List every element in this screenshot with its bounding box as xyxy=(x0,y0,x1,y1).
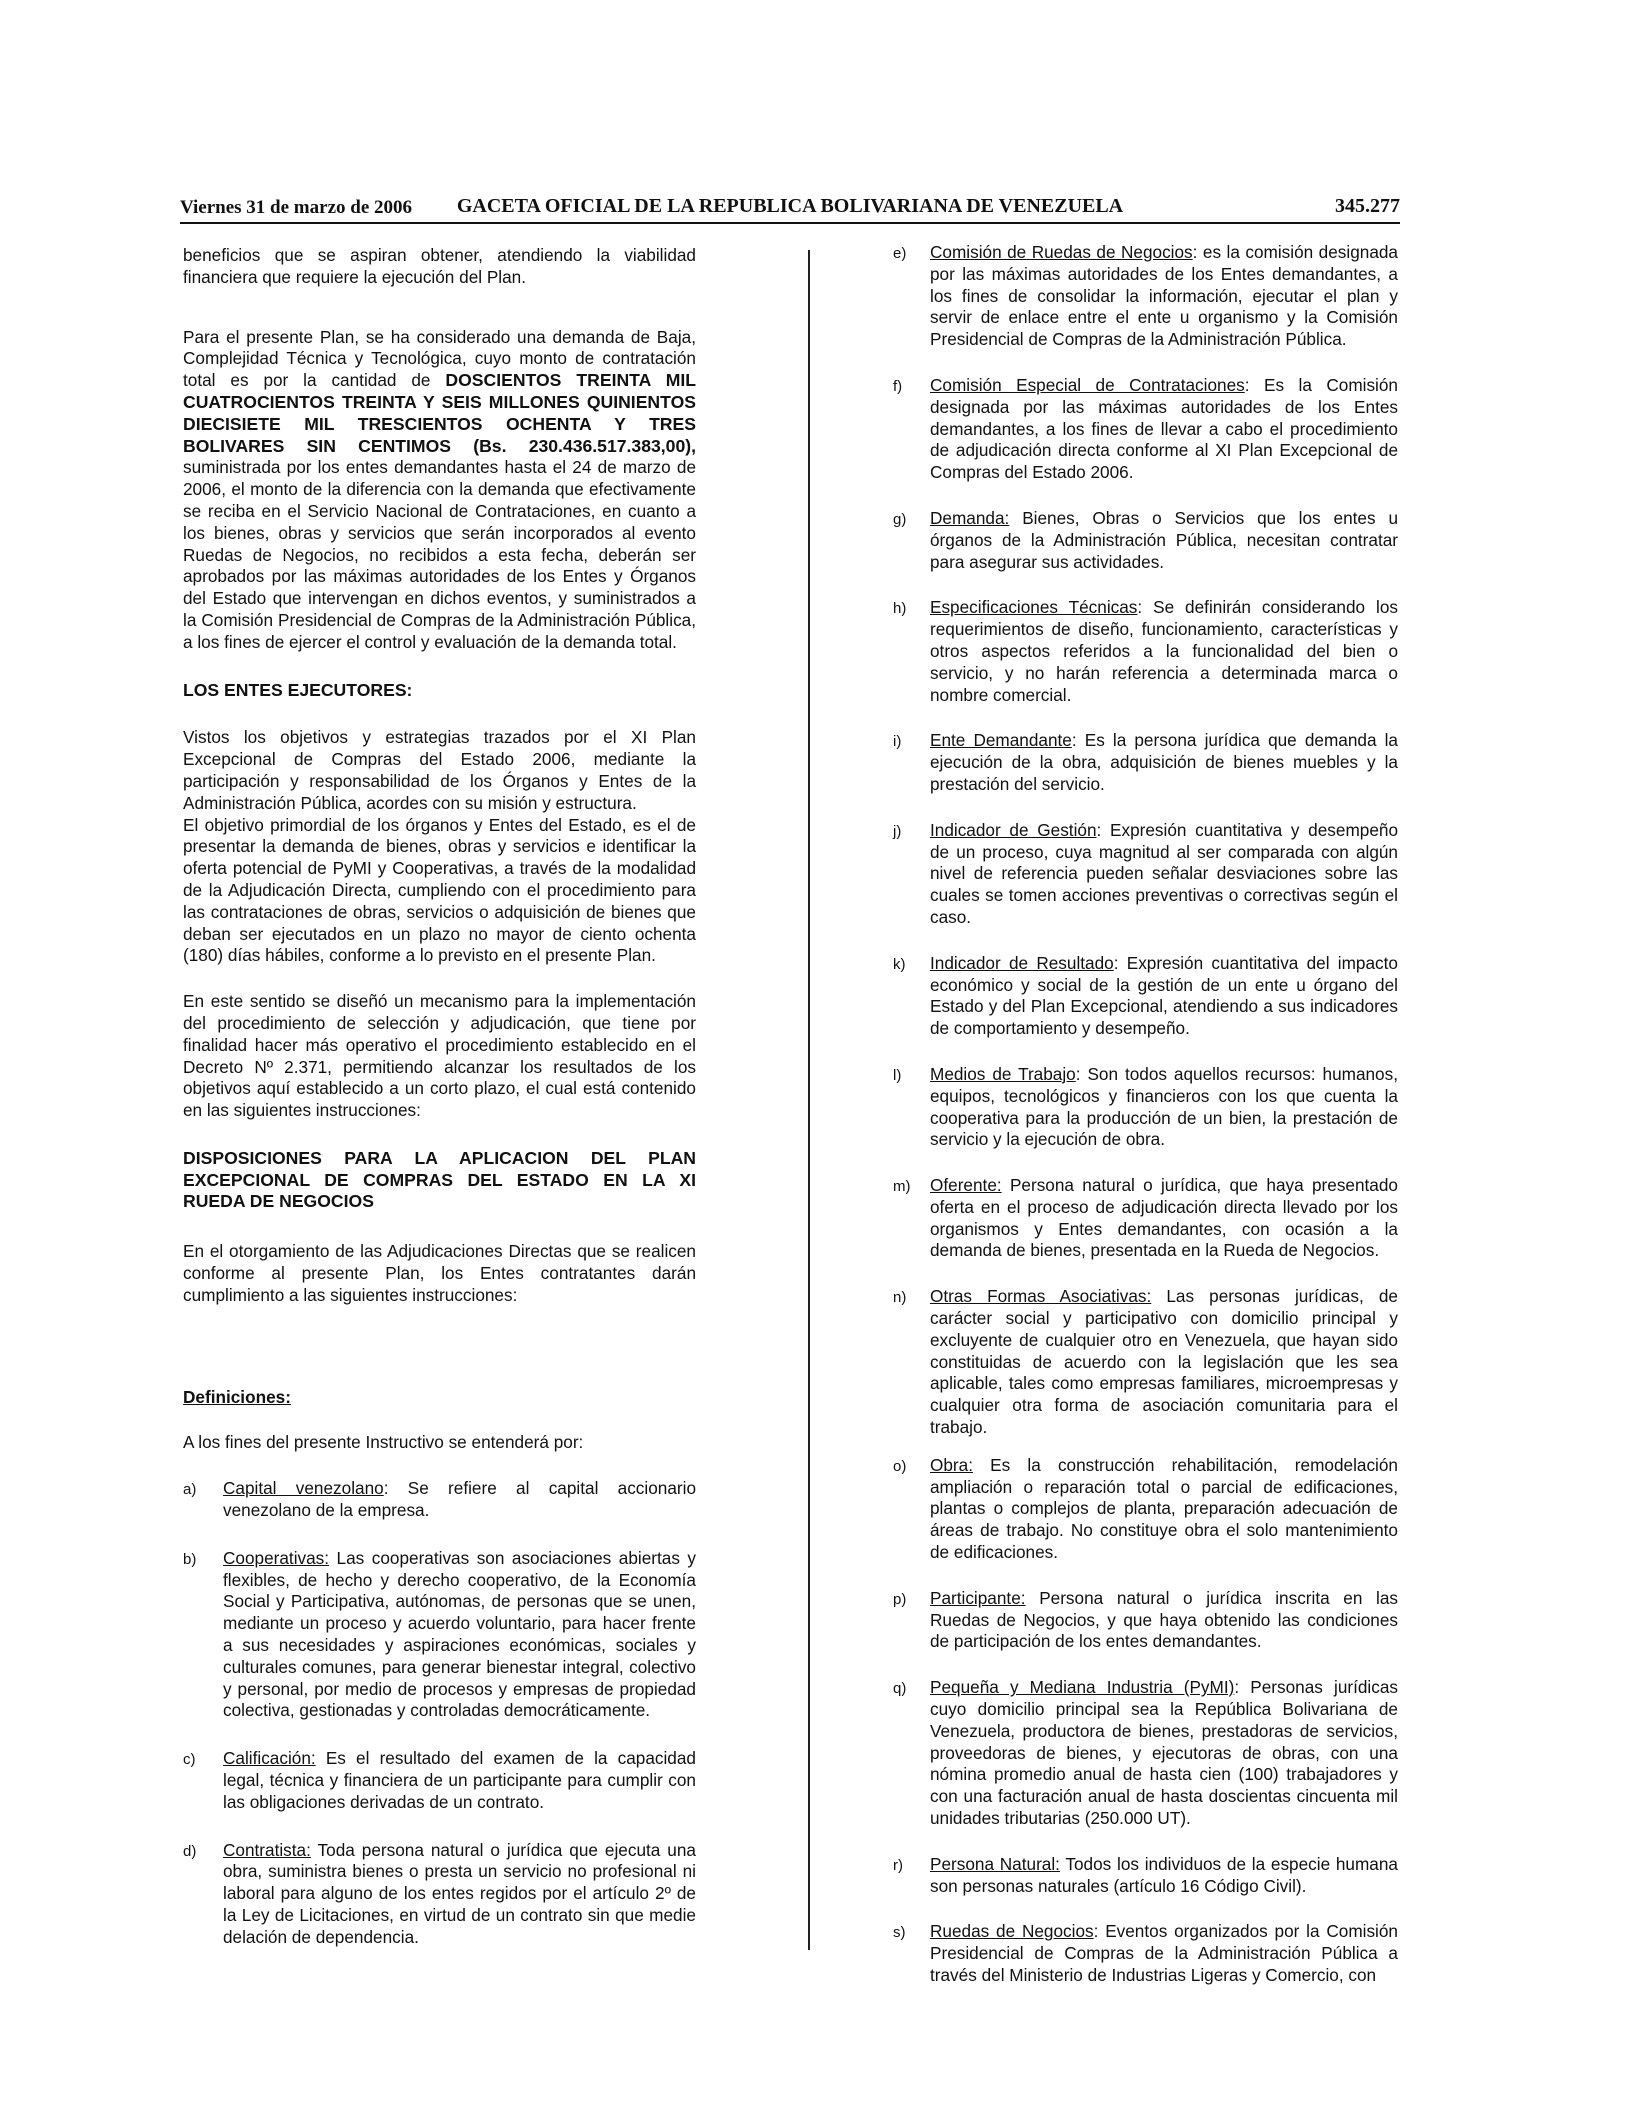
definition-item: o) Obra: Es la construcción rehabilitación, remodelación ampliación o reparación total o parcial de edificaciones, plantas o complejos de planta, preparación adecuación de áreas de trabajo. No constituye obra el solo mantenimiento de edificaciones. xyxy=(893,1454,1398,1563)
definition-term: Especificaciones Técnicas xyxy=(930,597,1138,618)
section-disposiciones: DISPOSICIONES PARA LA APLICACION DEL PLAN EXCEPCIONAL DE COMPRAS DEL ESTADO EN LA XI RUEDA DE NEGOCIOS xyxy=(183,1147,696,1212)
definition-term: Otras Formas Asociativas: xyxy=(930,1286,1152,1307)
definition-term: Ente Demandante xyxy=(930,730,1072,751)
definition-term: Persona Natural: xyxy=(930,1853,1060,1874)
definition-term: Demanda: xyxy=(930,507,1010,528)
definition-term: Indicador de Gestión xyxy=(930,819,1097,840)
definition-item: p) Participante: Persona natural o jurídica inscrita en las Ruedas de Negocios, y que haya obtenido las condiciones de participación de los entes demandantes. xyxy=(893,1587,1399,1652)
definition-term: Pequeña y Mediana Industria (PyMI) xyxy=(930,1677,1235,1698)
definition-item: s) Ruedas de Negocios: Eventos organizados por la Comisión Presidencial de Compras de la Administración Pública a través del Ministerio de Industrias Ligeras y Comercio, con xyxy=(893,1921,1398,1985)
definition-term: Participante: xyxy=(930,1587,1026,1608)
definition-item: n) Otras Formas Asociativas: Las personas jurídicas, de carácter social y participativo con domicilio principal y excluyente de cualquier otro en Venezuela, que hayan sido constituidas de acuerdo con la legislación que les sea aplicable, tales como empresas familiares, microempresas y cualquier otra forma de asociación comunitaria para el trabajo. xyxy=(893,1286,1398,1438)
definition-item: h) Especificaciones Técnicas: Se definirán considerando los requerimientos de diseño, funcionamiento, características y otros aspectos referidos a la funcionalidad del bien o servicio, y no harán referencia a determinada marca o nombre comercial. xyxy=(893,597,1398,705)
paragraph-monto: Para el presente Plan, se ha considerado una demanda de Baja, Complejidad Técnica y Tecnológica, cuyo monto de contratación total es por la cantidad de DOSCIENTOS TREINTA MIL CUATROCIENTOS TREINTA Y SEIS MILLONES QUINIENTOS DIECISIETE MIL TRESCIENTOS OCHENTA Y TRES BOLIVARES SIN CENTIMOS (Bs. 230.436.517.383,00), suministrada por los entes demandantes hasta el 24 de marzo de 2006, el monto de la diferencia con la demanda que efectivamente se reciba en el Servicio Nacional de Contrataciones, en cuanto a los bienes, obras y servicios que serán incorporados al evento Ruedas de Negocios, no recibidos a esta fecha, deberán ser aprobados por las máximas autoridades de los Entes y Órganos del Estado que intervengan en dichos eventos, y suministrados a la Comisión Presidencial de Compras de la Administración Pública, a los fines de ejercer el control y evaluación de la demanda total. xyxy=(183,326,696,652)
definition-term: Indicador de Resultado xyxy=(930,952,1114,973)
left-column xyxy=(183,245,696,1949)
paragraph-beneficios: beneficios que se aspiran obtener, atendiendo la viabilidad financiera que requiere la ejecución del Plan. xyxy=(183,245,696,287)
paragraph-vistos: Vistos los objetivos y estrategias trazados por el XI Plan Excepcional de Compras del Estado 2006, mediante la participación y responsabilidad de los Órganos y Entes de la Administración Pública, acordes con su misión y estructura. xyxy=(183,727,696,813)
definition-term: Contratista: xyxy=(223,1839,311,1860)
gazette-title: GACETA OFICIAL DE LA REPUBLICA BOLIVARIANA DE VENEZUELA xyxy=(456,195,1124,217)
definition-term: Medios de Trabajo xyxy=(930,1063,1076,1084)
definition-term: Capital venezolano xyxy=(223,1478,384,1499)
right-column xyxy=(893,242,1398,1987)
definition-item: i) Ente Demandante: Es la persona jurídica que demanda la ejecución de la obra, adquisición de bienes muebles y la prestación del servicio. xyxy=(893,730,1398,794)
definition-term: Obra: xyxy=(930,1454,973,1475)
definition-term: Oferente: xyxy=(930,1175,1002,1196)
definition-term: Comisión de Ruedas de Negocios xyxy=(930,242,1193,262)
definition-item: e) Comisión de Ruedas de Negocios: es la comisión designada por las máximas autoridades de los Entes demandantes, a los fines de consolidar la información, ejecutar el plan y servir de enlace entre el ente u organismo y la Comisión Presidencial de Compras de la Administración Pública. xyxy=(893,242,1398,350)
definition-term: Comisión Especial de Contrataciones xyxy=(930,374,1245,395)
header-date: Viernes 31 de marzo de 2006 xyxy=(180,197,412,218)
definiciones-intro: A los fines del presente Instructivo se entenderá por: xyxy=(183,1432,584,1453)
definition-item: r) Persona Natural: Todos los individuos de la especie humana son personas naturales (artículo 16 Código Civil). xyxy=(893,1853,1398,1896)
definition-item: f) Comisión Especial de Contrataciones: Es la Comisión designada por las máximas autoridades de los Entes demandantes, a los fines de llevar a cabo el procedimiento de adjudicación directa conforme al XI Plan Excepcional de Compras del Estado 2006. xyxy=(893,374,1398,483)
definition-term: Calificación: xyxy=(223,1748,316,1769)
definition-item: g) Demanda: Bienes, Obras o Servicios que los entes u órganos de la Administración Pública, necesitan contratar para asegurar sus actividades. xyxy=(893,507,1399,572)
definition-item: m) Oferente: Persona natural o jurídica, que haya presentado oferta en el proceso de adjudicación directa llevado por los organismos y Entes demandantes, con ocasión a la demanda de bienes, presentada en la Rueda de Negocios. xyxy=(893,1175,1398,1261)
definition-item: a) Capital venezolano: Se refiere al capital accionario venezolano de la empresa. xyxy=(183,1478,696,1521)
page-number: 345.277 xyxy=(1335,195,1400,217)
amount-text: DOSCIENTOS TREINTA MIL CUATROCIENTOS TREINTA Y SEIS MILLONES QUINIENTOS DIECISIETE MIL TRESCIENTOS OCHENTA Y TRES BOLIVARES SIN CENTIMOS (Bs. 230.436.517.383,00), xyxy=(183,370,696,456)
definition-item: b) Cooperativas: Las cooperativas son asociaciones abiertas y flexibles, de hecho y derecho cooperativo, de la Economía Social y Participativa, autónomas, de personas que se unen, mediante un proceso y acuerdo voluntario, para hacer frente a sus necesidades y aspiraciones económicas, sociales y culturales comunes, para generar bienestar integral, colectivo y personal, por medio de procesos y empresas de propiedad colectiva, gestionadas y controladas democráticamente. xyxy=(183,1547,696,1721)
definition-item: j) Indicador de Gestión: Expresión cuantitativa y desempeño de un proceso, cuya magnitud al ser comparada con algún nivel de referencia pueden señalar desviaciones sobre las cuales se tomen acciones preventivas o correctivas según el caso. xyxy=(893,819,1398,927)
definition-item: d) Contratista: Toda persona natural o jurídica que ejecuta una obra, suministra bienes o presta un servicio no profesional ni laboral para alguno de los entes regidos por el artículo 2º de la Ley de Licitaciones, en virtud de un contrato sin que medie delación de dependencia. xyxy=(183,1839,696,1947)
paragraph-objetivo: El objetivo primordial de los órganos y Entes del Estado, es el de presentar la demanda de bienes, obras y servicios e identificar la oferta potencial de PyMI y Cooperativas, a través de la modalidad de la Adjudicación Directa, cumpliendo con el procedimiento para las contrataciones de obras, servicios o adquisición de bienes que deban ser ejecutados en un plazo no mayor de ciento ochenta (180) días hábiles, conforme a lo previsto en el presente Plan. xyxy=(183,814,696,966)
definition-item: l) Medios de Trabajo: Son todos aquellos recursos: humanos, equipos, tecnológicos y financieros con los que cuenta la cooperativa para la producción de un bien, la prestación de servicio y la ejecución de obra. xyxy=(893,1063,1398,1150)
definition-item: k) Indicador de Resultado: Expresión cuantitativa del impacto económico y social de la gestión de un ente u órgano del Estado y del Plan Excepcional, atendiendo a sus indicadores de comportamiento y desempeño. xyxy=(893,952,1398,1039)
column-divider xyxy=(808,250,810,1950)
paragraph-otorgamiento: En el otorgamiento de las Adjudicaciones Directas que se realicen conforme al presente Plan, los Entes contratantes darán cumplimiento a las siguientes instrucciones: xyxy=(183,1241,696,1305)
section-entes-ejecutores: LOS ENTES EJECUTORES: xyxy=(183,679,413,700)
paragraph-mecanismo: En este sentido se diseñó un mecanismo para la implementación del procedimiento de selección y adjudicación, que tiene por finalidad hacer más operativo el procedimiento establecido en el Decreto Nº 2.371, permitiendo alcanzar los resultados de los objetivos aquí establecido a un corto plazo, el cual está contenido en las siguientes instrucciones: xyxy=(183,991,696,1121)
definition-item: q) Pequeña y Mediana Industria (PyMI): Personas jurídicas cuyo domicilio principal sea la República Bolivariana de Venezuela, productora de bienes, prestadoras de servicios, proveedoras de bienes, y ejecutoras de obras, con una nómina promedio anual de hasta cien (100) trabajadores y con una facturación anual de hasta doscientas cincuenta mil unidades tributarias (250.000 UT). xyxy=(893,1677,1398,1829)
header-rule xyxy=(180,222,1400,224)
definition-term: Cooperativas: xyxy=(223,1547,330,1568)
definition-item: c) Calificación: Es el resultado del examen de la capacidad legal, técnica y financiera de un participante para cumplir con las obligaciones derivadas de un contrato. xyxy=(183,1748,696,1812)
definiciones-title: Definiciones: xyxy=(183,1386,291,1407)
page-header xyxy=(180,193,1400,223)
definition-term: Ruedas de Negocios xyxy=(930,1921,1094,1942)
